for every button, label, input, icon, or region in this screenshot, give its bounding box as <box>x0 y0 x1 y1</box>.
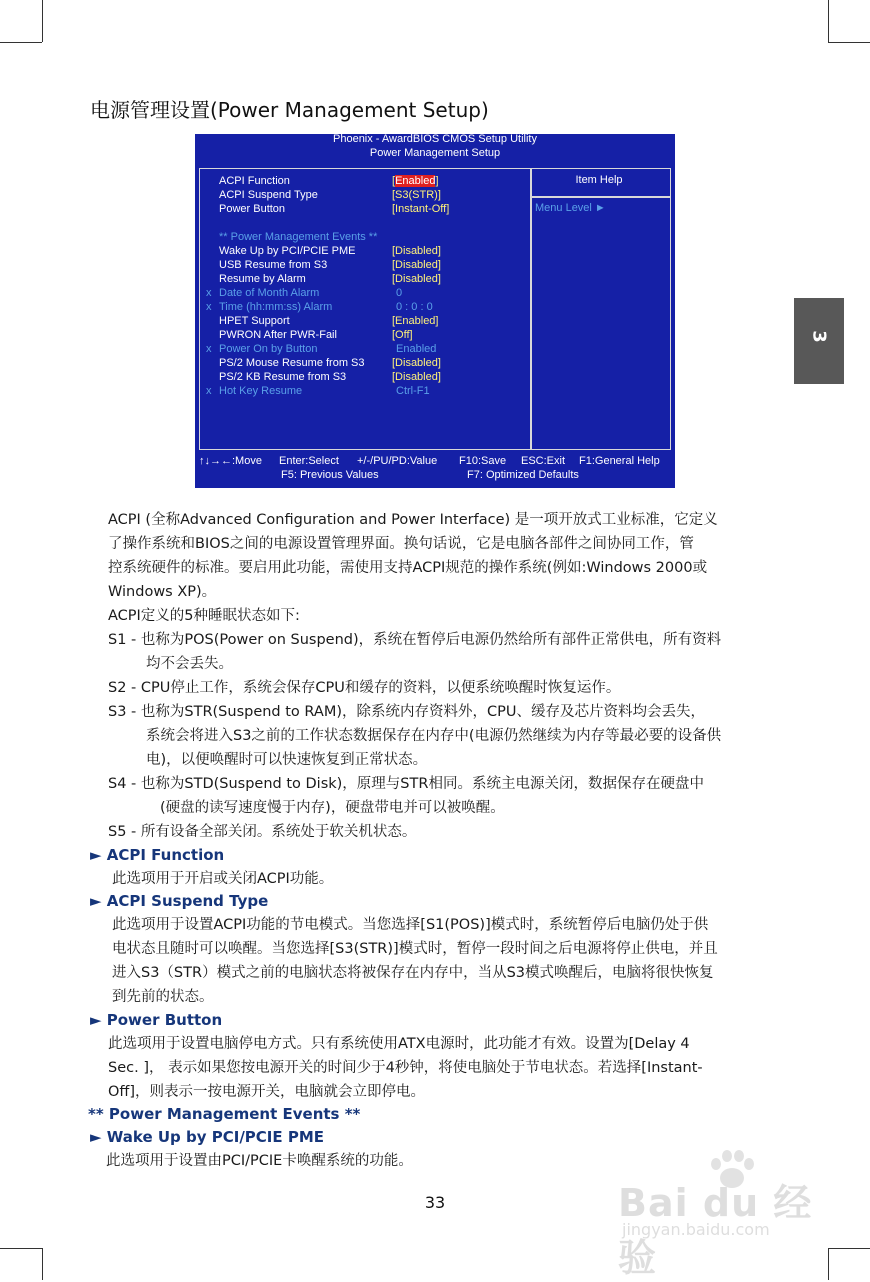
key-help: F1:General Help <box>579 455 660 467</box>
state-line: S3 - 也称为STR(Suspend to RAM)，除系统内存资料外，CPU、缓存及芯片资料均会丢失， <box>108 704 705 720</box>
bios-row-label: Date of Month Alarm <box>219 287 320 299</box>
state-line: 均不会丢失。 <box>146 656 233 672</box>
bios-row-label: Resume by Alarm <box>219 273 306 285</box>
bios-selected-value[interactable]: Enabled <box>395 175 436 187</box>
bios-row-ps2-kb-resume[interactable] <box>195 370 525 384</box>
bios-row-date-alarm <box>195 286 525 300</box>
heading-wake-pci: ► Wake Up by PCI/PCIE PME <box>90 1128 325 1146</box>
paragraph-line: ACPI (全称Advanced Configuration and Power Interface) 是一项开放式工业标准，它定义 <box>108 512 718 528</box>
key-move: ↑↓→←:Move <box>199 455 262 467</box>
bios-row-hot-key-resume <box>195 384 525 398</box>
state-line: 系统会将进入S3之前的工作状态数据保存在内存中(电源仍然继续为内存等最必要的设备供 <box>146 728 722 744</box>
disabled-mark: x <box>206 343 212 355</box>
bios-row-power-button[interactable] <box>195 202 525 216</box>
bios-row-usb-resume[interactable] <box>195 258 525 272</box>
bios-row-value[interactable]: [Instant-Off] <box>392 203 450 215</box>
item-help-title: Item Help <box>575 174 623 186</box>
crop-mark <box>828 42 870 43</box>
paragraph-line: 此选项用于设置由PCI/PCIE卡唤醒系统的功能。 <box>106 1153 413 1169</box>
disabled-mark: x <box>206 385 212 397</box>
bios-row-value[interactable]: [Enabled] <box>392 175 439 187</box>
bios-row-value[interactable]: [Disabled] <box>392 245 441 257</box>
bios-row-pwron-after-fail[interactable] <box>195 328 525 342</box>
bios-row-value: Enabled <box>396 343 437 355</box>
bios-row-value[interactable]: [Disabled] <box>392 357 441 369</box>
bios-utility-title: Phoenix - AwardBIOS CMOS Setup Utility <box>333 133 537 145</box>
bios-row-label: Power On by Button <box>219 343 318 355</box>
bios-row-hpet[interactable] <box>195 314 525 328</box>
state-line: S1 - 也称为POS(Power on Suspend)，系统在暂停后电源仍然给所有部件正常供电，所有资料 <box>108 632 722 648</box>
paragraph-line: 控系统硬件的标准。要启用此功能，需使用支持ACPI规范的操作系统(例如:Windows 2000或 <box>108 560 708 576</box>
paragraph-line: 了操作系统和BIOS之间的电源设置管理界面。换句话说，它是电脑各部件之间协同工作，管 <box>108 536 694 552</box>
bios-screen <box>195 134 675 488</box>
paragraph-line: 此选项用于开启或关闭ACPI功能。 <box>112 871 334 887</box>
crop-mark <box>0 42 42 43</box>
bios-row-value[interactable]: [Disabled] <box>392 371 441 383</box>
page-number: 33 <box>424 1193 446 1212</box>
bios-row-label: USB Resume from S3 <box>219 259 328 271</box>
bios-row-acpi-function[interactable] <box>195 174 525 188</box>
bios-screen-title: Power Management Setup <box>369 147 501 159</box>
heading-pm-events: ** Power Management Events ** <box>88 1105 361 1123</box>
key-save: F10:Save <box>459 455 507 467</box>
bios-row-value: 0 : 0 : 0 <box>396 301 433 313</box>
paragraph-line: 进入S3（STR）模式之前的电脑状态将被保存在内存中，当从S3模式唤醒后，电脑将很快恢复 <box>112 965 714 981</box>
chapter-number: 3 <box>808 330 830 343</box>
crop-mark <box>828 1248 870 1249</box>
page-title: 电源管理设置(Power Management Setup) <box>90 98 489 122</box>
watermark-brand: Bai du 经验 <box>618 1181 813 1280</box>
bios-row-value[interactable]: [Enabled] <box>392 315 439 327</box>
bios-row-label: Power Button <box>219 203 286 215</box>
bios-row-wake-pci[interactable] <box>195 244 525 258</box>
menu-level: Menu Level ► <box>535 202 606 214</box>
key-select: Enter:Select <box>279 455 339 467</box>
bios-row-value[interactable]: [Disabled] <box>392 273 441 285</box>
bios-row-power-on-button <box>195 342 525 356</box>
bios-row-value: Ctrl-F1 <box>396 385 430 397</box>
key-value: +/-/PU/PD:Value <box>357 455 438 467</box>
chapter-tab <box>794 298 844 384</box>
paragraph-line: ACPI定义的5种睡眠状态如下: <box>108 608 300 624</box>
bios-help-panel <box>531 196 671 450</box>
paragraph-line: 此选项用于设置ACPI功能的节电模式。当您选择[S1(POS)]模式时，系统暂停后电脑仍处于供 <box>112 917 709 933</box>
bios-row-value[interactable]: [Disabled] <box>392 259 441 271</box>
watermark-site: jingyan.baidu.com <box>622 1220 770 1239</box>
state-line: S2 - CPU停止工作，系统会保存CPU和缓存的资料，以便系统唤醒时恢复运作。 <box>108 680 621 696</box>
bios-row-label: ACPI Function <box>219 175 290 187</box>
crop-mark <box>0 1248 42 1249</box>
bios-row-value[interactable]: [Off] <box>392 329 413 341</box>
baidu-watermark <box>612 1150 822 1280</box>
key-optimized-defaults: F7: Optimized Defaults <box>467 469 579 481</box>
bios-row-value: 0 <box>396 287 403 299</box>
bios-row-label: HPET Support <box>219 315 290 327</box>
crop-mark <box>828 0 829 42</box>
state-line: (硬盘的读写速度慢于内存)，硬盘带电并可以被唤醒。 <box>160 800 505 816</box>
bios-row-acpi-suspend-type[interactable] <box>195 188 525 202</box>
bios-row-label: ACPI Suspend Type <box>219 189 318 201</box>
bios-row-label: PS/2 Mouse Resume from S3 <box>219 357 365 369</box>
bios-row-label: PS/2 KB Resume from S3 <box>219 371 347 383</box>
crop-mark <box>828 1248 829 1280</box>
bios-row-time-alarm <box>195 300 525 314</box>
paragraph-line: Windows XP)。 <box>108 584 217 600</box>
bios-row-value[interactable]: [S3(STR)] <box>392 189 441 201</box>
disabled-mark: x <box>206 287 212 299</box>
bios-row-label: Time (hh:mm:ss) Alarm <box>219 301 333 313</box>
bios-row-label: Wake Up by PCI/PCIE PME <box>219 245 356 257</box>
heading-acpi-suspend-type: ► ACPI Suspend Type <box>90 892 269 910</box>
paragraph-line: 电状态且随时可以唤醒。当您选择[S3(STR)]模式时，暂停一段时间之后电源将停止供电，并且 <box>112 941 718 957</box>
bios-row-label: Hot Key Resume <box>219 385 303 397</box>
heading-acpi-function: ► ACPI Function <box>90 846 225 864</box>
crop-mark <box>42 1248 43 1280</box>
bios-row-ps2-mouse-resume[interactable] <box>195 356 525 370</box>
heading-power-button: ► Power Button <box>90 1011 223 1029</box>
crop-mark <box>42 0 43 42</box>
state-line: S4 - 也称为STD(Suspend to Disk)，原理与STR相同。系统主电源关闭，数据保存在硬盘中 <box>108 776 704 792</box>
bios-row-resume-alarm[interactable] <box>195 272 525 286</box>
bios-row-label: PWRON After PWR-Fail <box>219 329 337 341</box>
state-line: 电)，以便唤醒时可以快速恢复到正常状态。 <box>146 752 428 768</box>
bios-section-pm-events <box>195 230 525 244</box>
paragraph-line: 到先前的状态。 <box>112 989 214 1005</box>
state-line: S5 - 所有设备全部关闭。系统处于软关机状态。 <box>108 824 417 840</box>
paragraph-line: 此选项用于设置电脑停电方式。只有系统使用ATX电源时，此功能才有效。设置为[Delay 4 <box>108 1036 690 1052</box>
paragraph-line: Sec. ]， 表示如果您按电源开关的时间少于4秒钟，将使电脑处于节电状态。若选择[Instant- <box>108 1060 703 1076</box>
bios-section-label: ** Power Management Events ** <box>219 231 378 243</box>
key-exit: ESC:Exit <box>521 455 566 467</box>
key-previous-values: F5: Previous Values <box>281 469 379 481</box>
paragraph-line: Off]，则表示一按电源开关，电脑就会立即停电。 <box>108 1084 426 1100</box>
disabled-mark: x <box>206 301 212 313</box>
